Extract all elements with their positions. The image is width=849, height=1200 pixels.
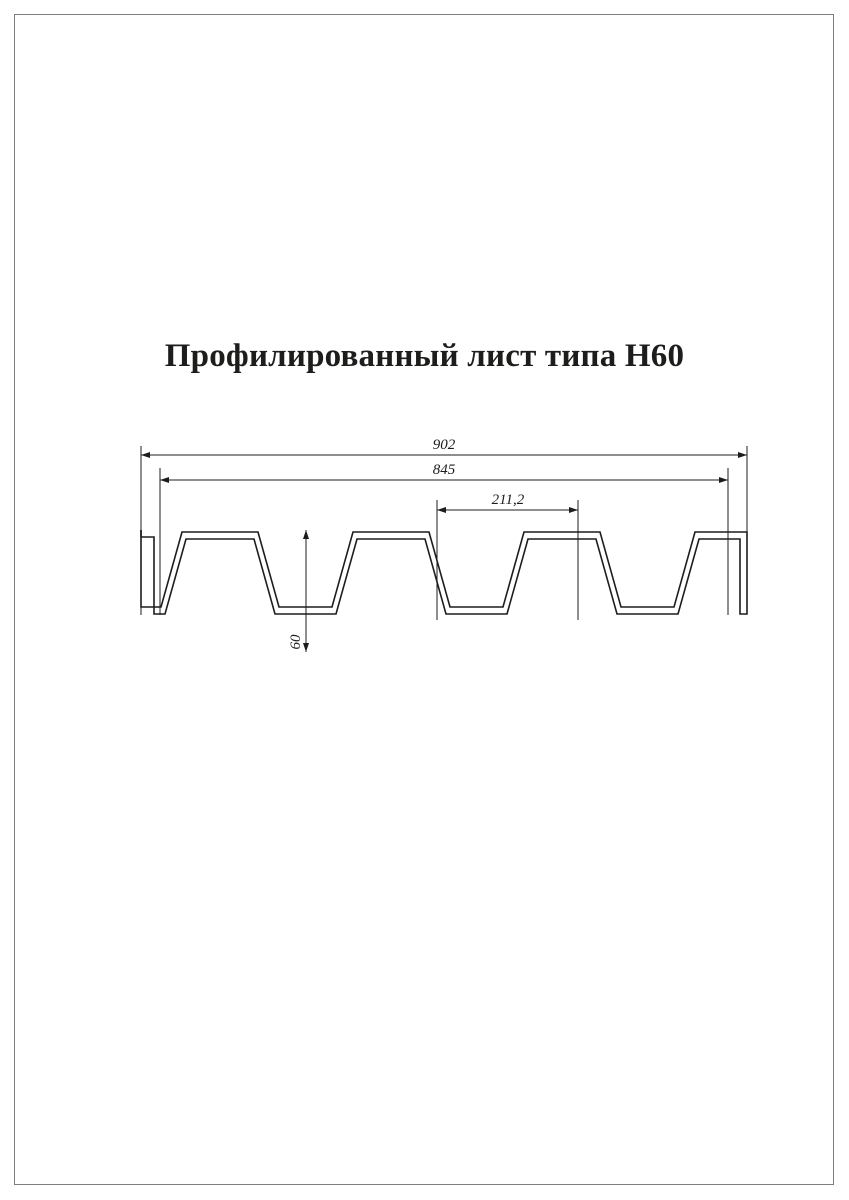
dimension-height bbox=[288, 530, 309, 652]
page-title: Профилированный лист типа Н60 bbox=[164, 338, 685, 374]
dimension-845-label: 845 bbox=[432, 462, 456, 478]
dimension-845 bbox=[160, 462, 728, 483]
dimension-pitch bbox=[437, 492, 578, 513]
dimension-pitch-label: 211,2 bbox=[491, 492, 525, 508]
dimension-height-label: 60 bbox=[288, 634, 304, 650]
dimension-902 bbox=[141, 437, 747, 458]
technical-drawing bbox=[110, 420, 790, 700]
dimension-902-label: 902 bbox=[432, 437, 456, 453]
sheet-profile-outline bbox=[141, 530, 747, 614]
